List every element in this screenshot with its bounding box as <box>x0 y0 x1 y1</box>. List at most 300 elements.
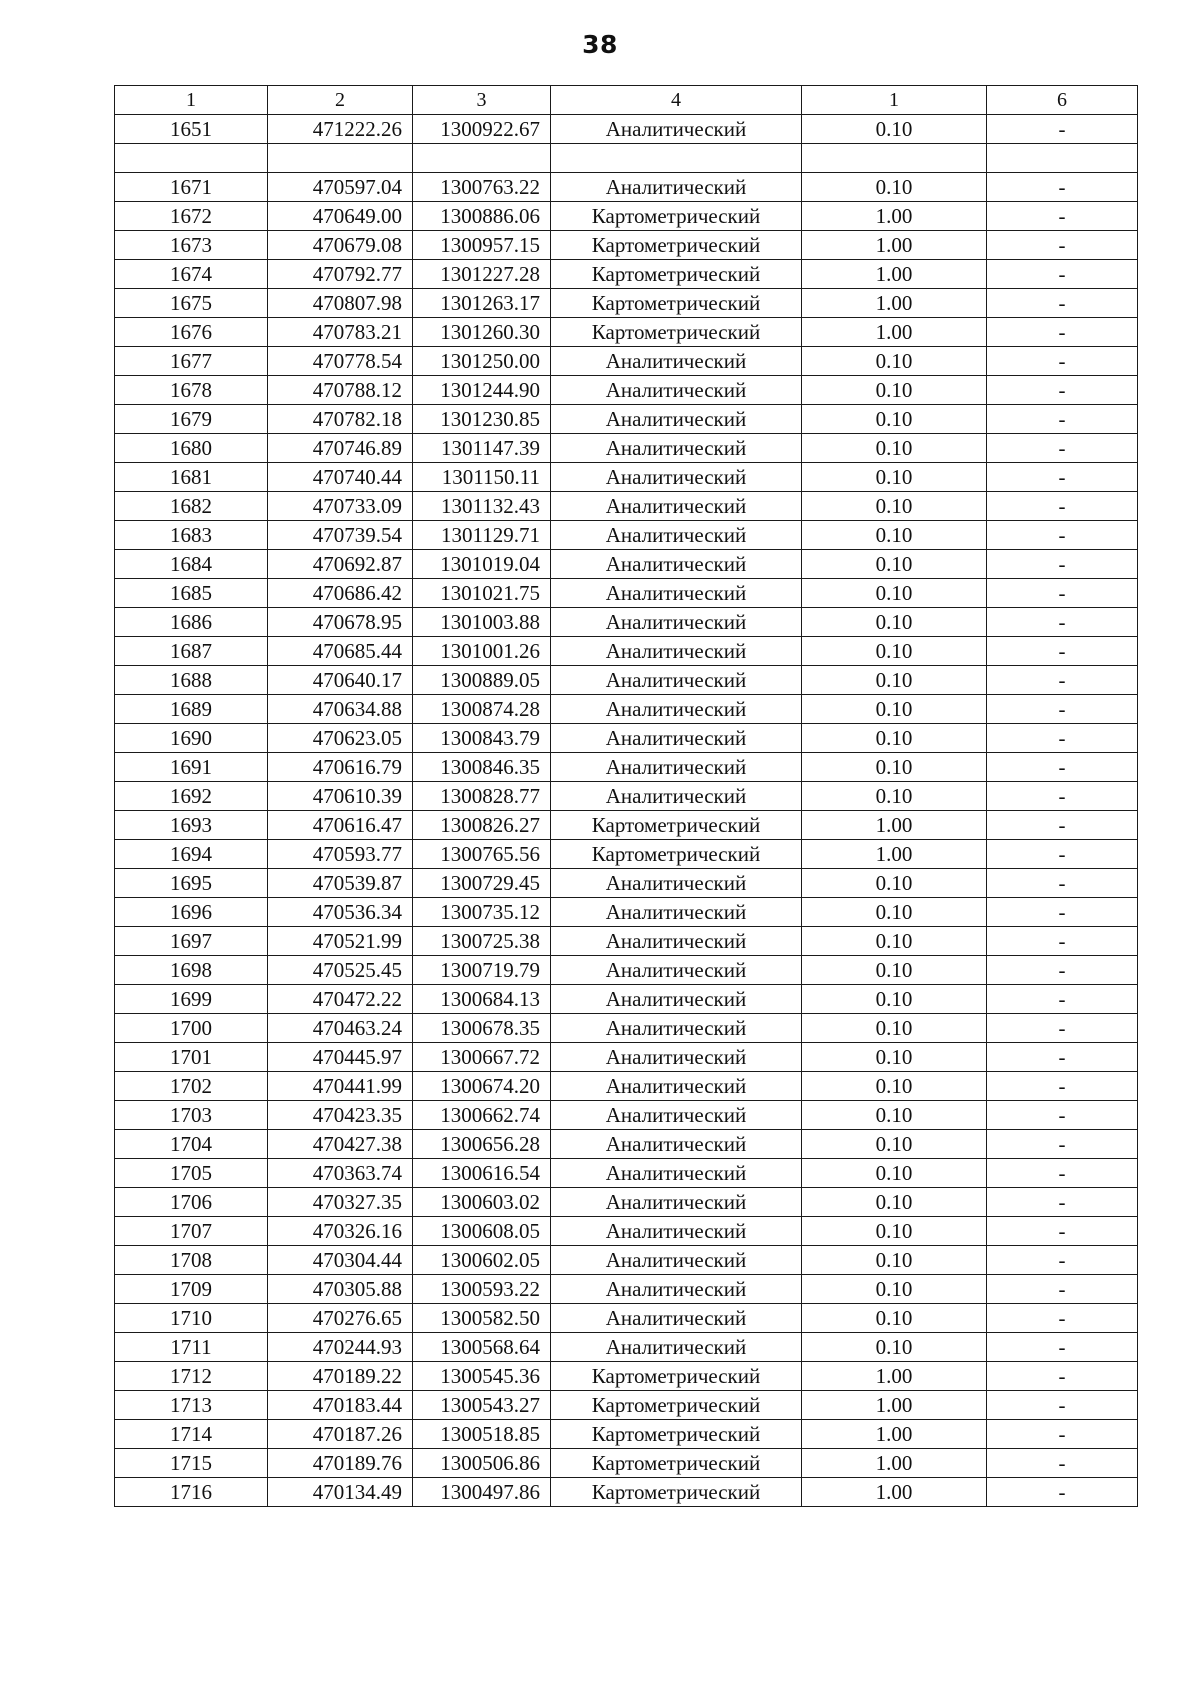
y-coordinate-cell: 1300874.28 <box>413 695 551 724</box>
note-cell: - <box>987 695 1138 724</box>
x-coordinate-cell: 470597.04 <box>268 173 413 202</box>
table-row <box>115 579 1138 608</box>
note-cell: - <box>987 318 1138 347</box>
x-coordinate-cell: 470739.54 <box>268 521 413 550</box>
note-cell: - <box>987 1043 1138 1072</box>
accuracy-cell: 1.00 <box>802 1391 987 1420</box>
x-coordinate-cell: 470134.49 <box>268 1478 413 1507</box>
method-cell: Аналитический <box>551 869 802 898</box>
note-cell: - <box>987 724 1138 753</box>
table-row <box>115 1275 1138 1304</box>
x-coordinate-cell: 470678.95 <box>268 608 413 637</box>
y-coordinate-cell: 1301260.30 <box>413 318 551 347</box>
method-cell: Аналитический <box>551 985 802 1014</box>
accuracy-cell: 0.10 <box>802 869 987 898</box>
x-coordinate-cell: 470634.88 <box>268 695 413 724</box>
note-cell: - <box>987 289 1138 318</box>
y-coordinate-cell: 1301150.11 <box>413 463 551 492</box>
y-coordinate-cell: 1300608.05 <box>413 1217 551 1246</box>
x-coordinate-cell: 470640.17 <box>268 666 413 695</box>
note-cell: - <box>987 840 1138 869</box>
y-coordinate-cell: 1300602.05 <box>413 1246 551 1275</box>
note-cell: - <box>987 405 1138 434</box>
table-row <box>115 521 1138 550</box>
y-coordinate-cell: 1301263.17 <box>413 289 551 318</box>
point-number-cell: 1696 <box>115 898 268 927</box>
point-number-cell: 1688 <box>115 666 268 695</box>
x-coordinate-cell: 470778.54 <box>268 347 413 376</box>
table-row <box>115 1420 1138 1449</box>
note-cell: - <box>987 173 1138 202</box>
table-row <box>115 115 1138 144</box>
x-coordinate-cell: 470183.44 <box>268 1391 413 1420</box>
note-cell: - <box>987 231 1138 260</box>
y-coordinate-cell: 1301003.88 <box>413 608 551 637</box>
y-coordinate-cell: 1300582.50 <box>413 1304 551 1333</box>
note-cell: - <box>987 492 1138 521</box>
table-row <box>115 1449 1138 1478</box>
note-cell: - <box>987 1130 1138 1159</box>
x-coordinate-cell: 471222.26 <box>268 115 413 144</box>
table-row <box>115 202 1138 231</box>
y-coordinate-cell: 1300603.02 <box>413 1188 551 1217</box>
x-coordinate-cell: 470521.99 <box>268 927 413 956</box>
point-number-cell: 1677 <box>115 347 268 376</box>
page-number: 38 <box>582 30 618 59</box>
y-coordinate-cell: 1301250.00 <box>413 347 551 376</box>
method-cell: Аналитический <box>551 608 802 637</box>
table-row <box>115 753 1138 782</box>
table-row <box>115 463 1138 492</box>
note-cell: - <box>987 1246 1138 1275</box>
table-row <box>115 289 1138 318</box>
x-coordinate-cell <box>268 144 413 173</box>
table-row <box>115 1391 1138 1420</box>
x-coordinate-cell: 470746.89 <box>268 434 413 463</box>
method-cell: Аналитический <box>551 637 802 666</box>
table-row <box>115 1304 1138 1333</box>
table-row <box>115 1072 1138 1101</box>
y-coordinate-cell: 1300568.64 <box>413 1333 551 1362</box>
y-coordinate-cell: 1300506.86 <box>413 1449 551 1478</box>
header-cell: 6 <box>987 86 1138 115</box>
y-coordinate-cell: 1300729.45 <box>413 869 551 898</box>
y-coordinate-cell: 1300593.22 <box>413 1275 551 1304</box>
y-coordinate-cell: 1300662.74 <box>413 1101 551 1130</box>
x-coordinate-cell: 470692.87 <box>268 550 413 579</box>
point-number-cell: 1714 <box>115 1420 268 1449</box>
note-cell: - <box>987 1478 1138 1507</box>
note-cell: - <box>987 115 1138 144</box>
method-cell: Аналитический <box>551 1217 802 1246</box>
point-number-cell: 1707 <box>115 1217 268 1246</box>
note-cell: - <box>987 637 1138 666</box>
x-coordinate-cell: 470189.76 <box>268 1449 413 1478</box>
x-coordinate-cell: 470616.47 <box>268 811 413 840</box>
y-coordinate-cell: 1300922.67 <box>413 115 551 144</box>
method-cell: Аналитический <box>551 173 802 202</box>
x-coordinate-cell: 470327.35 <box>268 1188 413 1217</box>
point-number-cell: 1699 <box>115 985 268 1014</box>
method-cell: Аналитический <box>551 1188 802 1217</box>
note-cell: - <box>987 1449 1138 1478</box>
x-coordinate-cell: 470740.44 <box>268 463 413 492</box>
method-cell: Аналитический <box>551 956 802 985</box>
x-coordinate-cell: 470686.42 <box>268 579 413 608</box>
point-number-cell: 1711 <box>115 1333 268 1362</box>
accuracy-cell: 1.00 <box>802 1362 987 1391</box>
note-cell: - <box>987 811 1138 840</box>
accuracy-cell: 0.10 <box>802 1304 987 1333</box>
table-header-row <box>115 86 1138 115</box>
point-number-cell: 1681 <box>115 463 268 492</box>
point-number-cell: 1702 <box>115 1072 268 1101</box>
table-row <box>115 492 1138 521</box>
point-number-cell: 1705 <box>115 1159 268 1188</box>
y-coordinate-cell: 1300545.36 <box>413 1362 551 1391</box>
y-coordinate-cell: 1300846.35 <box>413 753 551 782</box>
x-coordinate-cell: 470326.16 <box>268 1217 413 1246</box>
y-coordinate-cell: 1300735.12 <box>413 898 551 927</box>
note-cell: - <box>987 1420 1138 1449</box>
y-coordinate-cell: 1300763.22 <box>413 173 551 202</box>
point-number-cell: 1691 <box>115 753 268 782</box>
point-number-cell: 1690 <box>115 724 268 753</box>
y-coordinate-cell <box>413 144 551 173</box>
accuracy-cell: 0.10 <box>802 1188 987 1217</box>
x-coordinate-cell: 470733.09 <box>268 492 413 521</box>
accuracy-cell: 0.10 <box>802 405 987 434</box>
accuracy-cell: 1.00 <box>802 231 987 260</box>
method-cell: Аналитический <box>551 724 802 753</box>
header-cell: 4 <box>551 86 802 115</box>
note-cell: - <box>987 579 1138 608</box>
method-cell: Аналитический <box>551 753 802 782</box>
method-cell: Картометрический <box>551 202 802 231</box>
accuracy-cell: 0.10 <box>802 115 987 144</box>
table-row <box>115 550 1138 579</box>
x-coordinate-cell: 470679.08 <box>268 231 413 260</box>
x-coordinate-cell: 470539.87 <box>268 869 413 898</box>
accuracy-cell: 0.10 <box>802 579 987 608</box>
x-coordinate-cell: 470305.88 <box>268 1275 413 1304</box>
x-coordinate-cell: 470276.65 <box>268 1304 413 1333</box>
y-coordinate-cell: 1300667.72 <box>413 1043 551 1072</box>
y-coordinate-cell: 1300678.35 <box>413 1014 551 1043</box>
table-row <box>115 811 1138 840</box>
accuracy-cell: 1.00 <box>802 289 987 318</box>
note-cell: - <box>987 1362 1138 1391</box>
y-coordinate-cell: 1300616.54 <box>413 1159 551 1188</box>
y-coordinate-cell: 1300765.56 <box>413 840 551 869</box>
note-cell: - <box>987 1072 1138 1101</box>
note-cell: - <box>987 608 1138 637</box>
point-number-cell: 1680 <box>115 434 268 463</box>
table-row <box>115 231 1138 260</box>
point-number-cell: 1689 <box>115 695 268 724</box>
accuracy-cell: 1.00 <box>802 1420 987 1449</box>
point-number-cell: 1694 <box>115 840 268 869</box>
table-row <box>115 869 1138 898</box>
table-row <box>115 898 1138 927</box>
point-number-cell: 1651 <box>115 115 268 144</box>
table-row <box>115 927 1138 956</box>
y-coordinate-cell: 1300497.86 <box>413 1478 551 1507</box>
method-cell: Картометрический <box>551 289 802 318</box>
point-number-cell: 1675 <box>115 289 268 318</box>
accuracy-cell: 1.00 <box>802 840 987 869</box>
point-number-cell: 1697 <box>115 927 268 956</box>
y-coordinate-cell: 1301021.75 <box>413 579 551 608</box>
accuracy-cell: 0.10 <box>802 782 987 811</box>
y-coordinate-cell: 1300828.77 <box>413 782 551 811</box>
x-coordinate-cell: 470244.93 <box>268 1333 413 1362</box>
method-cell: Аналитический <box>551 550 802 579</box>
method-cell: Картометрический <box>551 260 802 289</box>
note-cell: - <box>987 1159 1138 1188</box>
method-cell: Картометрический <box>551 318 802 347</box>
x-coordinate-cell: 470463.24 <box>268 1014 413 1043</box>
note-cell: - <box>987 202 1138 231</box>
y-coordinate-cell: 1300674.20 <box>413 1072 551 1101</box>
x-coordinate-cell: 470363.74 <box>268 1159 413 1188</box>
table-row <box>115 1159 1138 1188</box>
point-number-cell: 1698 <box>115 956 268 985</box>
y-coordinate-cell: 1300889.05 <box>413 666 551 695</box>
method-cell: Аналитический <box>551 1333 802 1362</box>
method-cell: Аналитический <box>551 115 802 144</box>
note-cell: - <box>987 666 1138 695</box>
point-number-cell: 1695 <box>115 869 268 898</box>
y-coordinate-cell: 1300843.79 <box>413 724 551 753</box>
y-coordinate-cell: 1301019.04 <box>413 550 551 579</box>
point-number-cell <box>115 144 268 173</box>
y-coordinate-cell: 1300886.06 <box>413 202 551 231</box>
point-number-cell: 1682 <box>115 492 268 521</box>
accuracy-cell: 0.10 <box>802 1246 987 1275</box>
accuracy-cell: 0.10 <box>802 637 987 666</box>
method-cell: Аналитический <box>551 521 802 550</box>
header-cell: 3 <box>413 86 551 115</box>
method-cell: Аналитический <box>551 492 802 521</box>
table-body <box>115 115 1138 1507</box>
method-cell: Аналитический <box>551 898 802 927</box>
point-number-cell: 1713 <box>115 1391 268 1420</box>
note-cell: - <box>987 927 1138 956</box>
method-cell: Аналитический <box>551 463 802 492</box>
y-coordinate-cell: 1301244.90 <box>413 376 551 405</box>
table-row <box>115 1478 1138 1507</box>
accuracy-cell: 0.10 <box>802 1333 987 1362</box>
note-cell: - <box>987 782 1138 811</box>
note-cell: - <box>987 376 1138 405</box>
x-coordinate-cell: 470427.38 <box>268 1130 413 1159</box>
accuracy-cell: 0.10 <box>802 1275 987 1304</box>
method-cell: Картометрический <box>551 1420 802 1449</box>
point-number-cell: 1709 <box>115 1275 268 1304</box>
note-cell: - <box>987 434 1138 463</box>
method-cell: Аналитический <box>551 579 802 608</box>
method-cell: Картометрический <box>551 840 802 869</box>
accuracy-cell: 1.00 <box>802 1478 987 1507</box>
table-row <box>115 1101 1138 1130</box>
accuracy-cell: 0.10 <box>802 492 987 521</box>
accuracy-cell: 0.10 <box>802 666 987 695</box>
x-coordinate-cell: 470189.22 <box>268 1362 413 1391</box>
note-cell: - <box>987 1188 1138 1217</box>
x-coordinate-cell: 470623.05 <box>268 724 413 753</box>
method-cell: Аналитический <box>551 927 802 956</box>
method-cell: Картометрический <box>551 811 802 840</box>
point-number-cell: 1686 <box>115 608 268 637</box>
y-coordinate-cell: 1301001.26 <box>413 637 551 666</box>
method-cell: Аналитический <box>551 1159 802 1188</box>
note-cell: - <box>987 1014 1138 1043</box>
note-cell: - <box>987 260 1138 289</box>
point-number-cell: 1671 <box>115 173 268 202</box>
method-cell: Аналитический <box>551 405 802 434</box>
table-row <box>115 434 1138 463</box>
table-row <box>115 1217 1138 1246</box>
y-coordinate-cell: 1301227.28 <box>413 260 551 289</box>
x-coordinate-cell: 470525.45 <box>268 956 413 985</box>
x-coordinate-cell: 470536.34 <box>268 898 413 927</box>
point-number-cell: 1683 <box>115 521 268 550</box>
note-cell: - <box>987 1304 1138 1333</box>
method-cell: Аналитический <box>551 695 802 724</box>
accuracy-cell: 0.10 <box>802 956 987 985</box>
x-coordinate-cell: 470441.99 <box>268 1072 413 1101</box>
method-cell: Картометрический <box>551 1362 802 1391</box>
table-row <box>115 1246 1138 1275</box>
table-row <box>115 1130 1138 1159</box>
table-row <box>115 724 1138 753</box>
x-coordinate-cell: 470788.12 <box>268 376 413 405</box>
accuracy-cell: 0.10 <box>802 898 987 927</box>
point-number-cell: 1692 <box>115 782 268 811</box>
point-number-cell: 1701 <box>115 1043 268 1072</box>
accuracy-cell: 0.10 <box>802 1217 987 1246</box>
x-coordinate-cell: 470472.22 <box>268 985 413 1014</box>
note-cell: - <box>987 1101 1138 1130</box>
point-number-cell: 1687 <box>115 637 268 666</box>
accuracy-cell: 0.10 <box>802 1072 987 1101</box>
method-cell: Аналитический <box>551 1043 802 1072</box>
y-coordinate-cell: 1300656.28 <box>413 1130 551 1159</box>
method-cell: Аналитический <box>551 1275 802 1304</box>
accuracy-cell <box>802 144 987 173</box>
method-cell: Картометрический <box>551 1391 802 1420</box>
accuracy-cell: 0.10 <box>802 724 987 753</box>
method-cell: Картометрический <box>551 1478 802 1507</box>
note-cell: - <box>987 985 1138 1014</box>
point-number-cell: 1704 <box>115 1130 268 1159</box>
y-coordinate-cell: 1300957.15 <box>413 231 551 260</box>
coordinates-table <box>114 85 1138 1507</box>
x-coordinate-cell: 470593.77 <box>268 840 413 869</box>
accuracy-cell: 0.10 <box>802 608 987 637</box>
accuracy-cell: 1.00 <box>802 202 987 231</box>
x-coordinate-cell: 470187.26 <box>268 1420 413 1449</box>
table-row <box>115 376 1138 405</box>
table-row <box>115 405 1138 434</box>
accuracy-cell: 0.10 <box>802 927 987 956</box>
y-coordinate-cell: 1300725.38 <box>413 927 551 956</box>
point-number-cell: 1708 <box>115 1246 268 1275</box>
header-cell: 2 <box>268 86 413 115</box>
y-coordinate-cell: 1300518.85 <box>413 1420 551 1449</box>
point-number-cell: 1703 <box>115 1101 268 1130</box>
note-cell: - <box>987 1275 1138 1304</box>
note-cell: - <box>987 550 1138 579</box>
x-coordinate-cell: 470783.21 <box>268 318 413 347</box>
method-cell: Аналитический <box>551 1101 802 1130</box>
point-number-cell: 1712 <box>115 1362 268 1391</box>
x-coordinate-cell: 470423.35 <box>268 1101 413 1130</box>
point-number-cell: 1679 <box>115 405 268 434</box>
x-coordinate-cell: 470445.97 <box>268 1043 413 1072</box>
accuracy-cell: 0.10 <box>802 434 987 463</box>
x-coordinate-cell: 470649.00 <box>268 202 413 231</box>
x-coordinate-cell: 470616.79 <box>268 753 413 782</box>
accuracy-cell: 0.10 <box>802 1101 987 1130</box>
x-coordinate-cell: 470782.18 <box>268 405 413 434</box>
point-number-cell: 1693 <box>115 811 268 840</box>
table-row <box>115 318 1138 347</box>
accuracy-cell: 0.10 <box>802 550 987 579</box>
note-cell: - <box>987 753 1138 782</box>
accuracy-cell: 1.00 <box>802 260 987 289</box>
note-cell: - <box>987 1333 1138 1362</box>
method-cell: Аналитический <box>551 347 802 376</box>
note-cell: - <box>987 1217 1138 1246</box>
table-row <box>115 1043 1138 1072</box>
table-row <box>115 782 1138 811</box>
table-row <box>115 666 1138 695</box>
note-cell <box>987 144 1138 173</box>
y-coordinate-cell: 1300826.27 <box>413 811 551 840</box>
accuracy-cell: 0.10 <box>802 521 987 550</box>
table-row <box>115 1362 1138 1391</box>
note-cell: - <box>987 898 1138 927</box>
y-coordinate-cell: 1300684.13 <box>413 985 551 1014</box>
accuracy-cell: 0.10 <box>802 1130 987 1159</box>
point-number-cell: 1676 <box>115 318 268 347</box>
accuracy-cell: 0.10 <box>802 1014 987 1043</box>
method-cell: Аналитический <box>551 666 802 695</box>
method-cell: Аналитический <box>551 1130 802 1159</box>
accuracy-cell: 1.00 <box>802 1449 987 1478</box>
accuracy-cell: 0.10 <box>802 463 987 492</box>
y-coordinate-cell: 1301147.39 <box>413 434 551 463</box>
table-row <box>115 1188 1138 1217</box>
point-number-cell: 1674 <box>115 260 268 289</box>
point-number-cell: 1710 <box>115 1304 268 1333</box>
point-number-cell: 1715 <box>115 1449 268 1478</box>
point-number-cell: 1673 <box>115 231 268 260</box>
table-row <box>115 637 1138 666</box>
y-coordinate-cell: 1300543.27 <box>413 1391 551 1420</box>
method-cell: Аналитический <box>551 1072 802 1101</box>
method-cell: Аналитический <box>551 434 802 463</box>
table-row <box>115 1014 1138 1043</box>
table-row <box>115 173 1138 202</box>
accuracy-cell: 0.10 <box>802 695 987 724</box>
accuracy-cell: 0.10 <box>802 173 987 202</box>
accuracy-cell: 0.10 <box>802 1159 987 1188</box>
y-coordinate-cell: 1301129.71 <box>413 521 551 550</box>
method-cell <box>551 144 802 173</box>
